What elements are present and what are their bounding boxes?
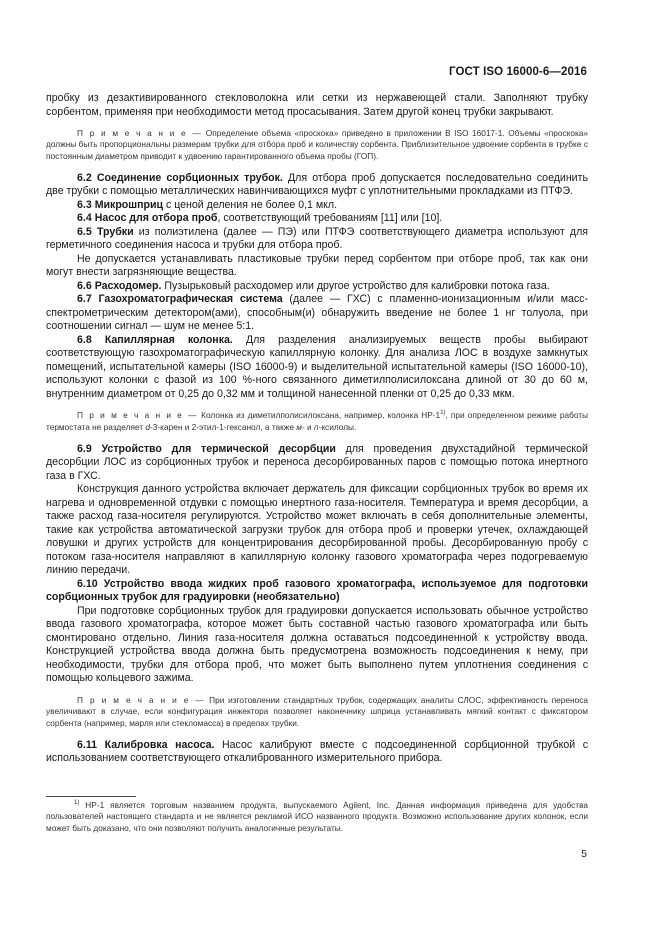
section-number: 6.7	[77, 293, 92, 306]
section-title: Расходомер.	[94, 279, 162, 292]
section-text: с ценой деления не более 0,1 мкл.	[165, 198, 338, 211]
section-title: Устройство ввода жидких проб газового хроматографа, используемое для подготовки сорбционных трубок для градуировки (необязательно)	[46, 577, 588, 604]
note-2-text: Колонка из диметилполисилоксана, например, колонка НР-1	[201, 410, 441, 421]
section-6-9	[46, 443, 588, 484]
section-6-8	[46, 334, 588, 402]
section-6-7	[46, 293, 588, 334]
note-2	[46, 410, 588, 433]
note-1-text: Определение объема «проскока» приведено в приложении B ISO 16017-1. Объемы «проскока» должны быть пропорциональны размерам трубки для отбора проб и количеству сорбента. Приблизительное удвоение сорбента в трубке с постоянным диаметром приводит к удвоению гарантированного объема пробы (ГОП).	[46, 128, 589, 161]
footnote-text: НР-1 является торговым названием продукта, выпускаемого Agilent, Inc. Данная информация приведена для удобства пользователей настоящего стандарта и не является рекламой ИСО названного продукта. Возможно использование других колонок, если может быть доказано, что они позволяют получить аналогичные результаты.	[46, 800, 588, 833]
section-number: 6.3	[77, 198, 92, 211]
section-number: 6.10	[77, 577, 98, 590]
section-6-10-text: При подготовке сорбционных трубок для градуировки допускается использовать обычное устройство ввода газового хроматографа, которое может быть составной частью газового хроматографа или быть смонтировано отдельно. Линия газа-носителя должна оставаться подсоединенной к устройству ввода. Конструкцией устройства ввода должна быть предусмотрена возможность подсоединения к нему, при необходимости, трубки для отбора проб, что может быть выполнено путем уплотнения соединения с помощью кольцевого зажима.	[46, 604, 588, 685]
page-number: 5	[581, 848, 587, 860]
footnote-divider	[46, 796, 136, 797]
page-content	[46, 92, 588, 766]
note-2-text: -3-карен и 2-этил-1-гексанол, а также	[150, 421, 294, 432]
section-text: из полиэтилена (далее — ПЭ) или ПТФЭ соответствующего диаметра используют для герметичного соединения насоса и трубки для отбора проб.	[46, 225, 588, 252]
section-number: 6.5	[77, 225, 92, 238]
section-title: Соединение сорбционных трубок.	[96, 171, 283, 184]
section-number: 6.11	[77, 738, 98, 751]
section-text: Насос калибруют вместе с подсоединенной сорбционной трубкой с использованием соответствующего откалиброванного измерительного прибора.	[46, 738, 588, 765]
section-title: Калибровка насоса.	[104, 738, 215, 751]
note-3	[46, 695, 588, 729]
section-text: (далее — ГХС) с пламенно-ионизационным и/или масс-спектрометрическим детектором(ами), способным(и) обнаружить введение не более 1 нг толуола, при соотношении сигнал — шум не менее 5:1.	[46, 293, 588, 333]
section-title: Трубки	[96, 225, 134, 238]
section-text: Для отбора проб допускается последовательно соединить две трубки с помощью металлических навинчивающихся муфт с уплотнительными прокладками из ПТФЭ.	[46, 171, 588, 198]
section-title: Микрошприц	[94, 198, 163, 211]
section-text: для проведения двухстадийной термической десорбции ЛОС из сорбционных трубок и переноса десорбированных паров с помощью потока инертного газа в ГХС.	[46, 442, 588, 482]
footnote	[46, 800, 588, 834]
note-2-text: , при определенном режиме работы термостата не разделяет	[46, 410, 589, 432]
note-2-italic: п	[313, 421, 319, 432]
section-number: 6.9	[77, 442, 92, 455]
section-number: 6.8	[77, 333, 92, 346]
section-text: , соответствующий требованиям [11] или [10].	[217, 212, 443, 225]
section-title: Насос для отбора проб	[94, 212, 218, 225]
section-6-11	[46, 739, 588, 766]
section-title: Устройство для термической десорбции	[101, 442, 336, 455]
note-2-text: и	[307, 421, 312, 432]
page-header: ГОСТ ISO 16000-6—2016	[449, 66, 587, 78]
note-2-text: -ксилолы.	[318, 421, 357, 432]
note-1	[46, 128, 588, 162]
section-6-5	[46, 226, 588, 253]
footnote-mark: 1)	[74, 800, 80, 806]
note-3-text: При изготовлении стандартных трубок, содержащих аналиты СЛОС, эффективность переноса увеличивают в случае, если конфигурация инжектора позволяет наконечнику шприца устанавливать мягкий контакт с фиксатором сорбента (например, марля или стекломасса) в пределах трубки.	[46, 694, 588, 728]
note-label: П р и м е ч а н и е —	[77, 410, 199, 421]
note-2-italic: м-	[296, 421, 305, 432]
section-text: Пузырьковый расходомер или другое устройство для калибровки потока газа.	[164, 279, 550, 292]
note-label: П р и м е ч а н и е —	[77, 128, 203, 138]
section-6-2	[46, 172, 588, 199]
section-6-6	[46, 280, 588, 294]
section-6-3	[46, 199, 588, 213]
section-6-9-continued: Конструкция данного устройства включает держатель для фиксации сорбционных трубок во время их нагрева и одновременной отдувки с помощью инертного газа-носителя. Температура и время десорбции, а также расход газа-носителя регулируются. Устройство может включать в себя дополнительные элементы, такие как устройства автоматической загрузки трубок для отбора проб и проверки утечек, охлаждающей ловушки и других устройств для концентрирования десорбированной пробы. Десорбированную пробу с потоком газа-носителя направляют в капиллярную колонку газового хроматографа через подогреваемую линию передачи.	[46, 483, 588, 577]
footnote-ref: 1)	[440, 410, 446, 417]
section-title: Газохроматографическая система	[98, 293, 283, 306]
section-text: Для разделения анализируемых веществ пробы выбирают соответствующую газохроматографическую капиллярную колонку. Для анализа ЛОС в воздухе замкнутых помещений, испытательной камеры (ISO 16000-9) и выделительной испытательной камеры (ISO 16000-10), используют колонки с фазой из 100 %-ного связанного диметилполисилоксана длиной от 30 до 60 м, внутренним диаметром от 0,25 до 0,32 мм и толщиной нанесенной пленки от 0,25 до 0,33 мкм.	[46, 333, 588, 400]
section-title: Капиллярная колонка.	[104, 333, 233, 346]
section-6-5-continued: Не допускается устанавливать пластиковые трубки перед сорбентом при отборе проб, так как они могут внести загрязняющие вещества.	[46, 252, 588, 279]
section-number: 6.6	[77, 279, 92, 292]
section-number: 6.2	[77, 171, 92, 184]
section-number: 6.4	[77, 212, 92, 225]
intro-paragraph: пробку из дезактивированного стекловолокна или сетки из нержавеющей стали. Заполняют трубку сорбентом, применяя при необходимости метод просасывания. Затем другой конец трубки закрывают.	[46, 92, 588, 118]
note-label: П р и м е ч а н и е —	[77, 694, 206, 705]
note-2-italic: d	[145, 421, 151, 432]
section-6-10-heading	[46, 578, 588, 605]
section-6-4	[46, 212, 588, 226]
